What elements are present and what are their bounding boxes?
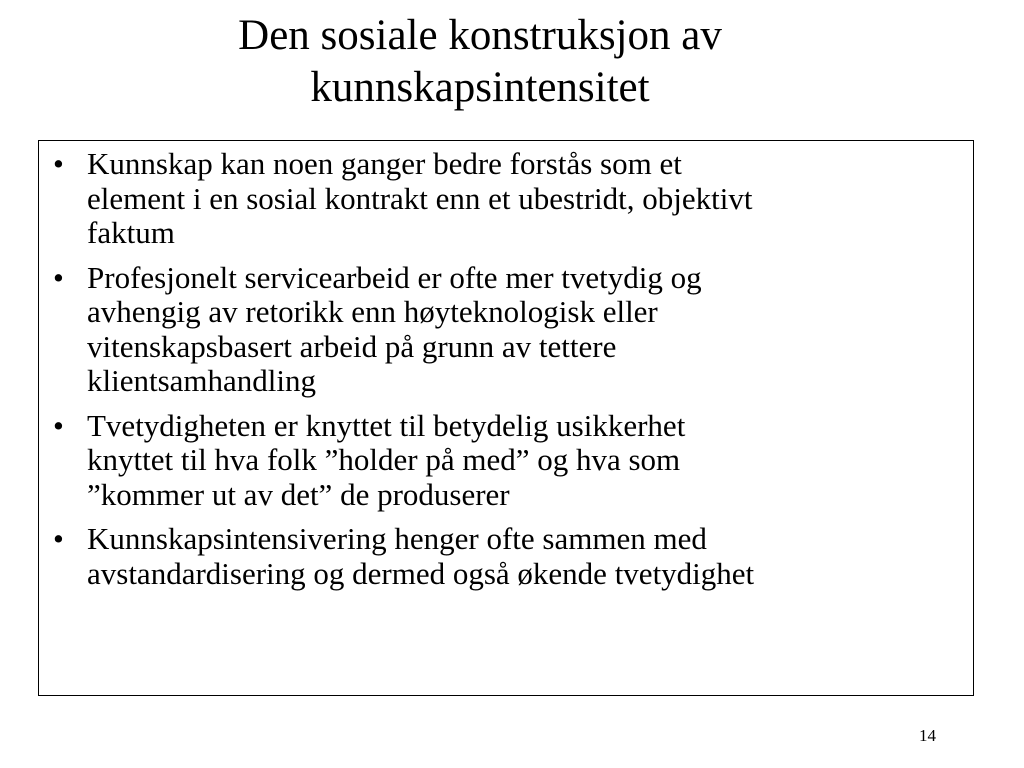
bullet-item-3	[49, 409, 957, 513]
bullet-text-line: Tvetydigheten er knyttet til betydelig usikkerhet	[87, 407, 686, 443]
bullet-item-4	[49, 522, 957, 591]
bullet-item-2	[49, 261, 957, 399]
slide-title-line-1: Den sosiale konstruksjon av	[238, 12, 722, 59]
bullet-text-line: knyttet til hva folk ”holder på med” og hva som	[87, 442, 681, 477]
bullet-text-line: ”kommer ut av det” de produserer	[87, 476, 510, 512]
bullet-text-line: faktum	[87, 215, 175, 250]
bullet-text-line: avhengig av retorikk enn høyteknologisk eller	[87, 294, 658, 329]
bullet-item-1	[49, 147, 957, 251]
bullet-text-line: klientsamhandling	[87, 363, 317, 398]
bullet-list	[49, 147, 957, 591]
slide-title	[0, 10, 960, 114]
bullet-icon: •	[53, 407, 64, 443]
slide-title-line-2: kunnskapsintensitet	[310, 64, 650, 111]
bullet-content-box	[38, 140, 974, 696]
bullet-icon: •	[53, 259, 64, 295]
bullet-icon: •	[53, 521, 64, 556]
bullet-text-line: avstandardisering og dermed også økende tvetydighet	[87, 555, 755, 591]
page-number: 14	[919, 726, 936, 745]
bullet-text-line: Kunnskapsintensivering henger ofte sammen med	[87, 521, 707, 556]
bullet-text-line: element i en sosial kontrakt enn et ubestridt, objektivt	[87, 180, 753, 216]
bullet-text-line: Kunnskap kan noen ganger bedre forstås som et	[87, 146, 682, 181]
bullet-text-line: vitenskapsbasert arbeid på grunn av tettere	[87, 328, 617, 364]
bullet-icon: •	[53, 146, 64, 181]
bullet-text-line: Profesjonelt servicearbeid er ofte mer tvetydig og	[87, 259, 702, 295]
